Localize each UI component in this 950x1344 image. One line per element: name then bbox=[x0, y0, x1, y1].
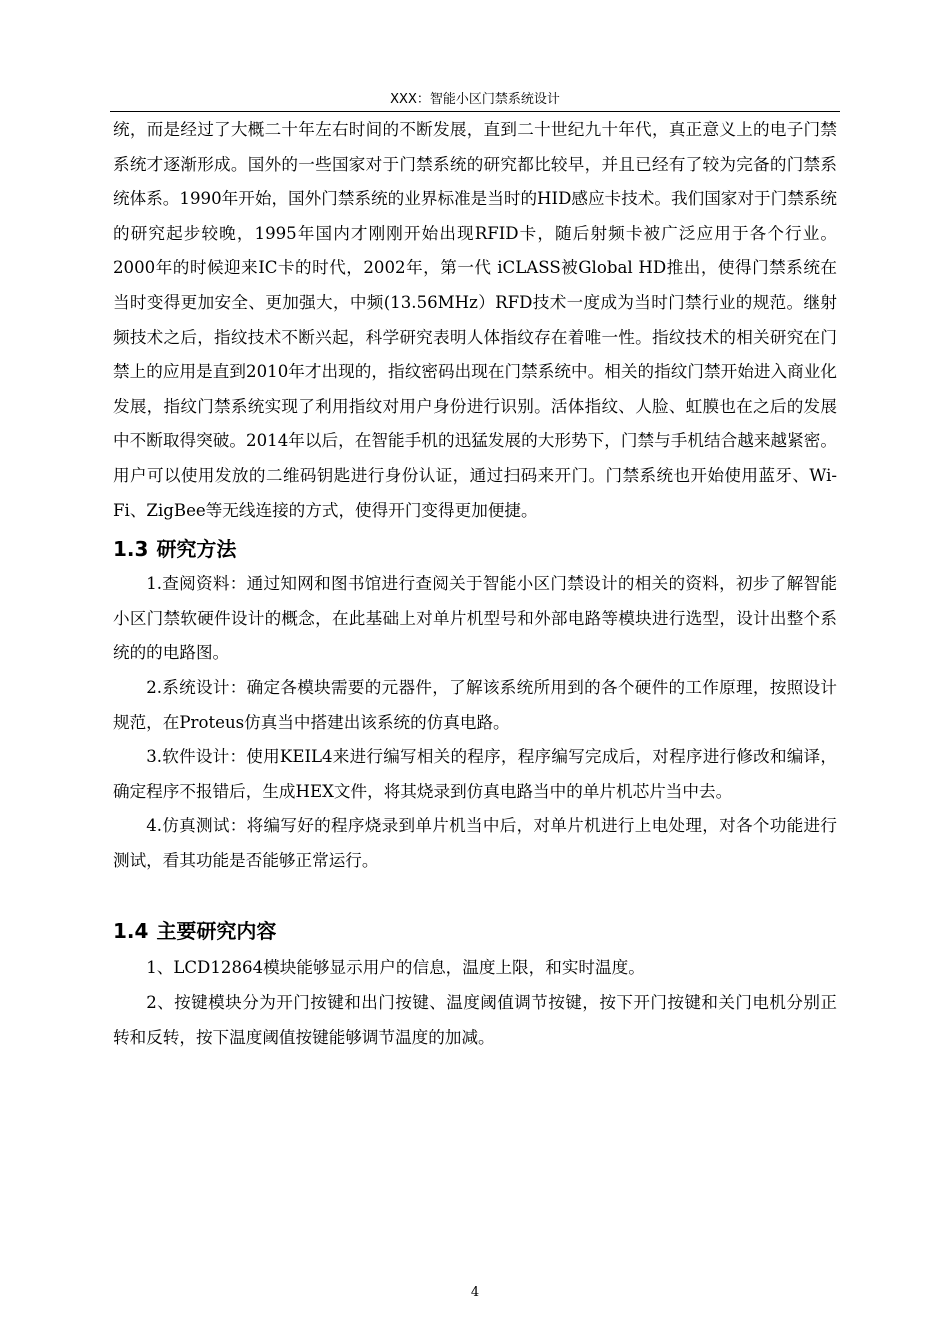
section-title: 主要研究内容 bbox=[156, 919, 277, 944]
section-number: 1.4 bbox=[113, 919, 149, 944]
method-paragraph-4: 4.仿真测试：将编写好的程序烧录到单片机当中后，对单片机进行上电处理，对各个功能进行测试，看其功能是否能够正常运行。 bbox=[113, 816, 837, 870]
header-divider bbox=[110, 111, 840, 112]
section-heading-1-4 bbox=[113, 916, 837, 946]
section-number: 1.3 bbox=[113, 537, 149, 562]
content-paragraph-2: 2、按键模块分为开门按键和出门按键、温度阈值调节按键，按下开门按键和关门电机分别正转和反转，按下温度阈值按键能够调节温度的加减。 bbox=[113, 993, 837, 1047]
document-body bbox=[113, 113, 837, 1055]
section-heading-1-3 bbox=[113, 534, 837, 564]
intro-paragraph: 统，而是经过了大概二十年左右时间的不断发展，直到二十世纪九十年代，真正意义上的电子门禁系统才逐渐形成。国外的一些国家对于门禁系统的研究都比较早，并且已经有了较为完备的门禁系统体系。1990年开始，国外门禁系统的业界标准是当时的HID感应卡技术。我们国家对于门禁系统的研究起步较晚，1995年国内才刚刚开始出现RFID卡，随后射频卡被广泛应用于各个行业。2000年的时候迎来IC卡的时代，2002年，第一代 iCLASS被Global HD推出，使得门禁系统在当时变得更加安全、更加强大，中频(13.56MHz）RFD技术一度成为当时门禁行业的规范。继射频技术之后，指纹技术不断兴起，科学研究表明人体指纹存在着唯一性。指纹技术的相关研究在门禁上的应用是直到2010年才出现的，指纹密码出现在门禁系统中。相关的指纹门禁开始进入商业化发展，指纹门禁系统实现了利用指纹对用户身份进行识别。活体指纹、人脸、虹膜也在之后的发展中不断取得突破。2014年以后，在智能手机的迅猛发展的大形势下，门禁与手机结合越来越紧密。用户可以使用发放的二维码钥匙进行身份认证，通过扫码来开门。门禁系统也开始使用蓝牙、Wi-Fi、ZigBee等无线连接的方式，使得开门变得更加便捷。 bbox=[113, 120, 837, 520]
page-number: 4 bbox=[470, 1285, 480, 1300]
method-paragraph-2: 2.系统设计：确定各模块需要的元器件，了解该系统所用到的各个硬件的工作原理，按照设计规范，在Proteus仿真当中搭建出该系统的仿真电路。 bbox=[113, 677, 837, 732]
method-paragraph-1: 1.查阅资料：通过知网和图书馆进行查阅关于智能小区门禁设计的相关的资料，初步了解智能小区门禁软硬件设计的概念，在此基础上对单片机型号和外部电路等模块进行选型，设计出整个系统的的电路图。 bbox=[113, 574, 837, 663]
content-paragraph-1: 1、LCD12864模块能够显示用户的信息，温度上限，和实时温度。 bbox=[146, 958, 645, 978]
running-header: XXX：智能小区门禁系统设计 bbox=[390, 92, 560, 107]
section-title: 研究方法 bbox=[156, 537, 237, 562]
method-paragraph-3: 3.软件设计：使用KEIL4来进行编写相关的程序，程序编写完成后，对程序进行修改和编译，确定程序不报错后，生成HEX文件，将其烧录到仿真电路当中的单片机芯片当中去。 bbox=[113, 747, 837, 801]
